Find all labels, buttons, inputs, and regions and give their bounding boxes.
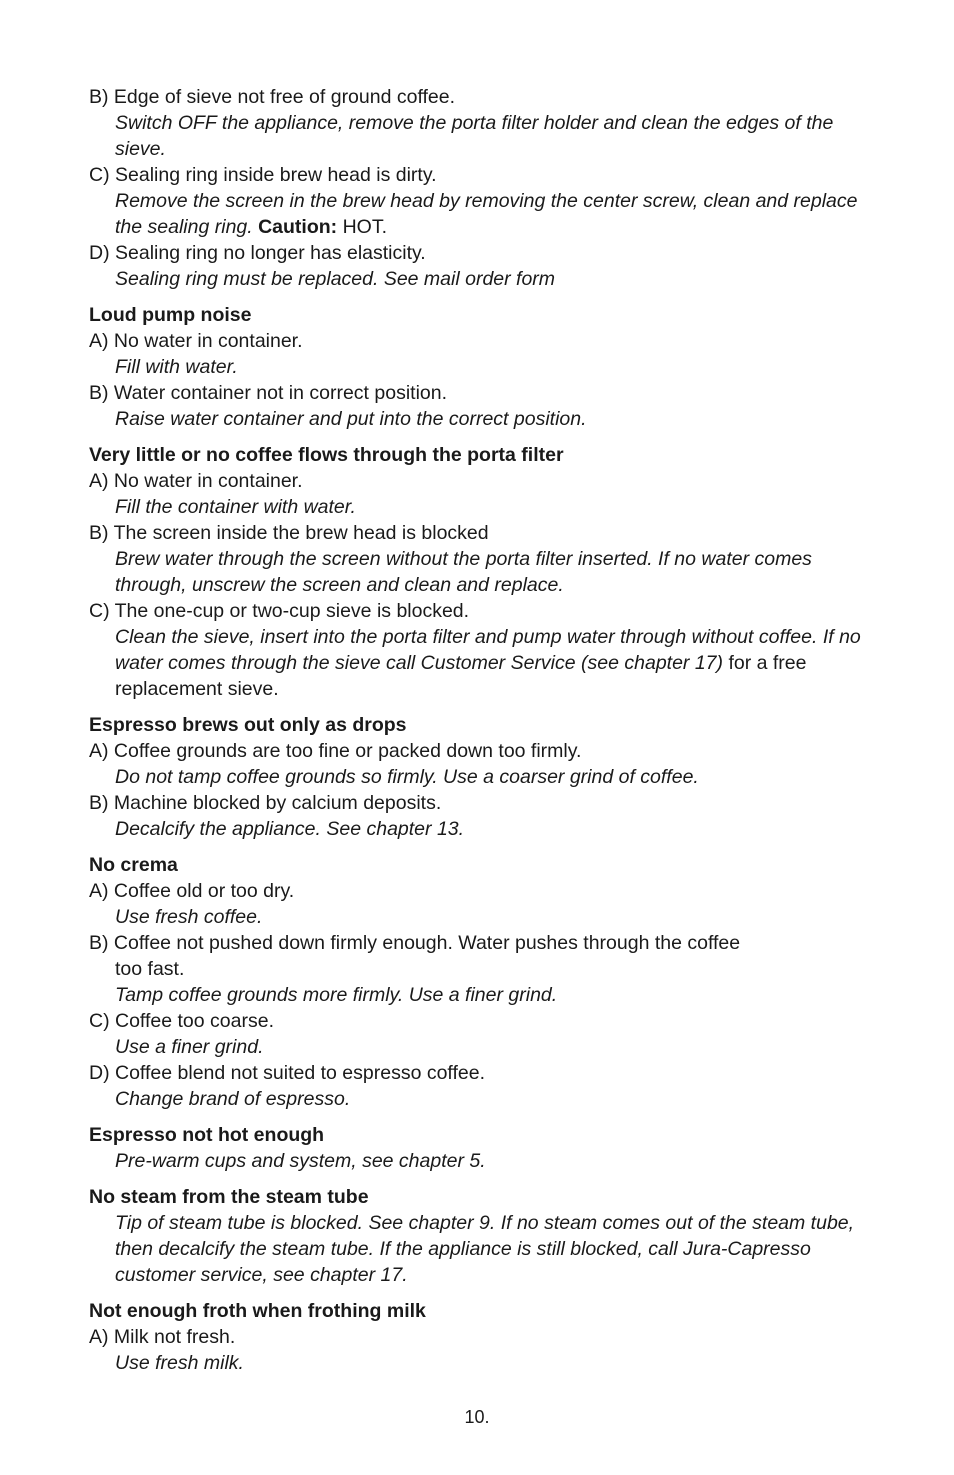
heading-not-enough-froth: Not enough froth when frothing milk (89, 1300, 426, 1322)
heading-little-coffee: Very little or no coffee flows through the porta filter (89, 444, 564, 466)
cause-b-sieve-edge: B) Edge of sieve not free of ground coffee. (89, 86, 456, 108)
remedy-d-blend: Change brand of espresso. (115, 1088, 351, 1110)
remedy-d-sealing-ring-elasticity: Sealing ring must be replaced. See mail order form (115, 268, 556, 290)
heading-no-crema: No crema (89, 854, 178, 876)
cause-d-blend: D) Coffee blend not suited to espresso coffee. (89, 1062, 486, 1084)
remedy-c-sieve-blocked (89, 624, 879, 702)
caution-text: HOT. (342, 216, 388, 238)
remedy-c-sieve-text: Clean the sieve, insert into the porta filter and pump water through without coffee. If no water comes through the sieve call Customer Service (see chapter 17) (115, 626, 861, 674)
cause-c-sieve-blocked: C) The one-cup or two-cup sieve is blocked. (89, 600, 470, 622)
cause-d-sealing-ring-elasticity: D) Sealing ring no longer has elasticity. (89, 242, 426, 264)
remedy-c-sieve-tail: for a free replacement sieve. (115, 652, 807, 700)
troubleshooting-content (89, 84, 879, 1376)
section-no-steam (89, 1184, 879, 1288)
remedy-a-fill-container: Fill the container with water. (115, 496, 356, 518)
heading-loud-pump-noise: Loud pump noise (89, 304, 252, 326)
cause-a-grounds-too-fine: A) Coffee grounds are too fine or packed down too firmly. (89, 740, 582, 762)
section-sealing-continued (89, 84, 879, 292)
remedy-c-text: Remove the screen in the brew head by removing the center screw, clean and replace the sealing ring. (115, 190, 858, 238)
section-not-enough-froth (89, 1298, 879, 1376)
cause-b-screen-blocked: B) The screen inside the brew head is blocked (89, 522, 489, 544)
cause-b-not-firm: B) Coffee not pushed down firmly enough. Water pushes through the coffee (89, 932, 741, 954)
cause-b-container-position: B) Water container not in correct position. (89, 382, 448, 404)
remedy-a-coffee-old: Use fresh coffee. (115, 906, 263, 928)
remedy-b-container-position: Raise water container and put into the correct position. (115, 408, 587, 430)
remedy-b-sieve-edge: Switch OFF the appliance, remove the porta filter holder and clean the edges of the sieve. (115, 112, 834, 160)
heading-not-hot-enough: Espresso not hot enough (89, 1124, 325, 1146)
section-little-coffee (89, 442, 879, 702)
caution-label: Caution: (258, 216, 338, 238)
remedy-prewarm: Pre-warm cups and system, see chapter 5. (115, 1150, 486, 1172)
remedy-a-milk-not-fresh: Use fresh milk. (115, 1352, 244, 1374)
remedy-c-too-coarse: Use a finer grind. (115, 1036, 264, 1058)
section-loud-pump-noise (89, 302, 879, 432)
remedy-c-sealing-ring-dirty (89, 188, 879, 240)
page-number: 10. (464, 1407, 490, 1427)
remedy-a-no-water: Fill with water. (115, 356, 238, 378)
cause-a-milk-not-fresh: A) Milk not fresh. (89, 1326, 236, 1348)
remedy-b-screen-blocked: Brew water through the screen without the porta filter inserted. If no water comes through, unscrew the screen and clean and replace. (115, 548, 812, 596)
section-not-hot-enough (89, 1122, 879, 1174)
section-no-crema (89, 852, 879, 1112)
section-brews-as-drops (89, 712, 879, 842)
cause-a-no-water: A) No water in container. (89, 330, 303, 352)
cause-a-coffee-old: A) Coffee old or too dry. (89, 880, 295, 902)
cause-c-too-coarse: C) Coffee too coarse. (89, 1010, 274, 1032)
heading-no-steam: No steam from the steam tube (89, 1186, 369, 1208)
remedy-steam-tube: Tip of steam tube is blocked. See chapter 9. If no steam comes out of the steam tube, then decalcify the steam tube. If the appliance is still blocked, call Jura-Capresso customer service, see chapter 17. (115, 1212, 855, 1286)
cause-a-no-water-container: A) No water in container. (89, 470, 303, 492)
remedy-b-calcium-deposits: Decalcify the appliance. See chapter 13. (115, 818, 465, 840)
cause-c-sealing-ring-dirty: C) Sealing ring inside brew head is dirty. (89, 164, 437, 186)
remedy-b-not-firm: Tamp coffee grounds more firmly. Use a finer grind. (115, 984, 558, 1006)
remedy-a-grounds-too-fine: Do not tamp coffee grounds so firmly. Use a coarser grind of coffee. (115, 766, 699, 788)
cause-b-not-firm-continued: too fast. (115, 958, 185, 980)
heading-brews-as-drops: Espresso brews out only as drops (89, 714, 407, 736)
cause-b-calcium-deposits: B) Machine blocked by calcium deposits. (89, 792, 442, 814)
